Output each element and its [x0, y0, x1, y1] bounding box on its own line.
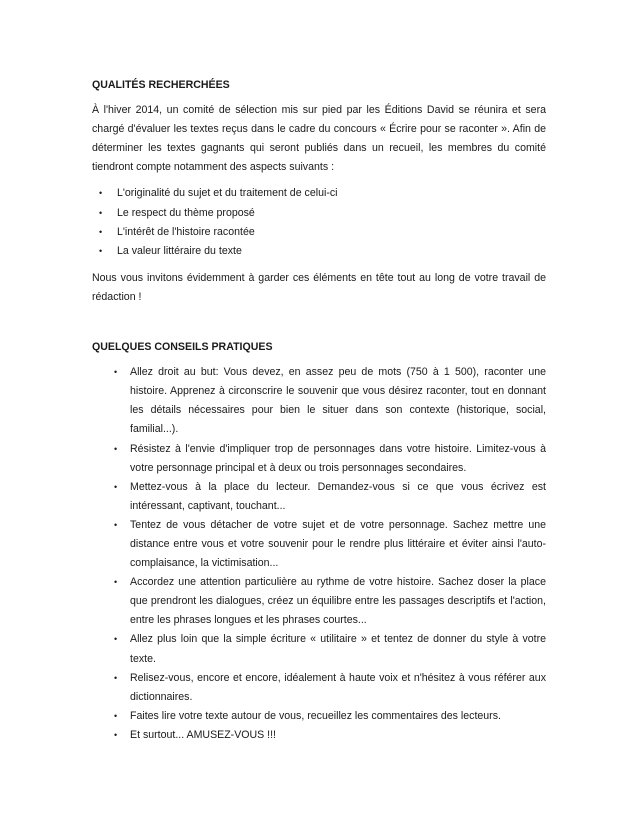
tips-list: [92, 363, 546, 745]
section-heading-qualites: QUALITÉS RECHERCHÉES: [92, 79, 230, 91]
list-item: • Et surtout... AMUSEZ-VOUS !!!: [92, 726, 546, 745]
bullet-icon: •: [114, 634, 118, 645]
bullet-icon: •: [114, 443, 118, 454]
section-spacer: [92, 307, 546, 338]
bullet-icon: •: [99, 226, 103, 237]
list-item: • Allez droit au but: Vous devez, en assez peu de mots (750 à 1 500), raconter une histoire. Apprenez à circonscrire le souvenir que vous désirez raconter, tout en donnant les détails nécessaires pour bien le situer dans son contexte (historique, social, familial...).: [92, 363, 546, 439]
list-item: • Mettez-vous à la place du lecteur. Demandez-vous si ce que vous écrivez est intéressant, captivant, touchant...: [92, 478, 546, 516]
bullet-icon: •: [114, 481, 118, 492]
section-heading-conseils: QUELQUES CONSEILS PRATIQUES: [92, 341, 273, 354]
bullet-icon: •: [114, 577, 118, 588]
bullet-icon: •: [114, 672, 118, 683]
list-item: • L'intérêt de l'histoire racontée: [92, 223, 546, 242]
bullet-icon: •: [99, 245, 103, 256]
list-item: • La valeur littéraire du texte: [92, 242, 546, 261]
list-item: • Accordez une attention particulière au rythme de votre histoire. Sachez doser la place que prendront les dialogues, créez un équilibre entre les passages descriptifs et l'action, entre les phrases longues et les phrases courtes...: [92, 573, 546, 630]
bullet-icon: •: [99, 207, 103, 218]
list-item: • Résistez à l'envie d'impliquer trop de personnages dans votre histoire. Limitez-vous à votre personnage principal et à deux ou trois personnages secondaires.: [92, 440, 546, 478]
bullet-icon: •: [114, 729, 118, 740]
list-item: • L'originalité du sujet et du traitement de celui-ci: [92, 184, 546, 203]
list-item: • Relisez-vous, encore et encore, idéalement à haute voix et n'hésitez à vous référer aux dictionnaires.: [92, 669, 546, 707]
list-item: • Le respect du thème proposé: [92, 204, 546, 223]
bullet-icon: •: [99, 188, 103, 199]
list-item: • Tentez de vous détacher de votre sujet et de votre personnage. Sachez mettre une distance entre vous et votre souvenir pour le rendre plus littéraire et éviter ainsi l'auto-complaisance, la victimisation...: [92, 516, 546, 573]
closing-paragraph: Nous vous invitons évidemment à garder ces éléments en tête tout au long de votre travail de rédaction !: [92, 271, 546, 303]
list-item: • Faites lire votre texte autour de vous, recueillez les commentaires des lecteurs.: [92, 707, 546, 726]
list-item: • Allez plus loin que la simple écriture « utilitaire » et tentez de donner du style à votre texte.: [92, 630, 546, 668]
bullet-icon: •: [114, 519, 118, 530]
intro-paragraph: À l'hiver 2014, un comité de sélection mis sur pied par les Éditions David se réunira et sera chargé d'évaluer les textes reçus dans le cadre du concours « Écrire pour se raconter ». Afin de déterminer les textes gagnants qui seront publiés dans un recueil, les membres du comité tiendront compte notamment des aspects suivants :: [92, 104, 546, 174]
bullet-icon: •: [114, 710, 118, 721]
bullet-icon: •: [114, 367, 118, 378]
criteria-list: [92, 184, 546, 260]
